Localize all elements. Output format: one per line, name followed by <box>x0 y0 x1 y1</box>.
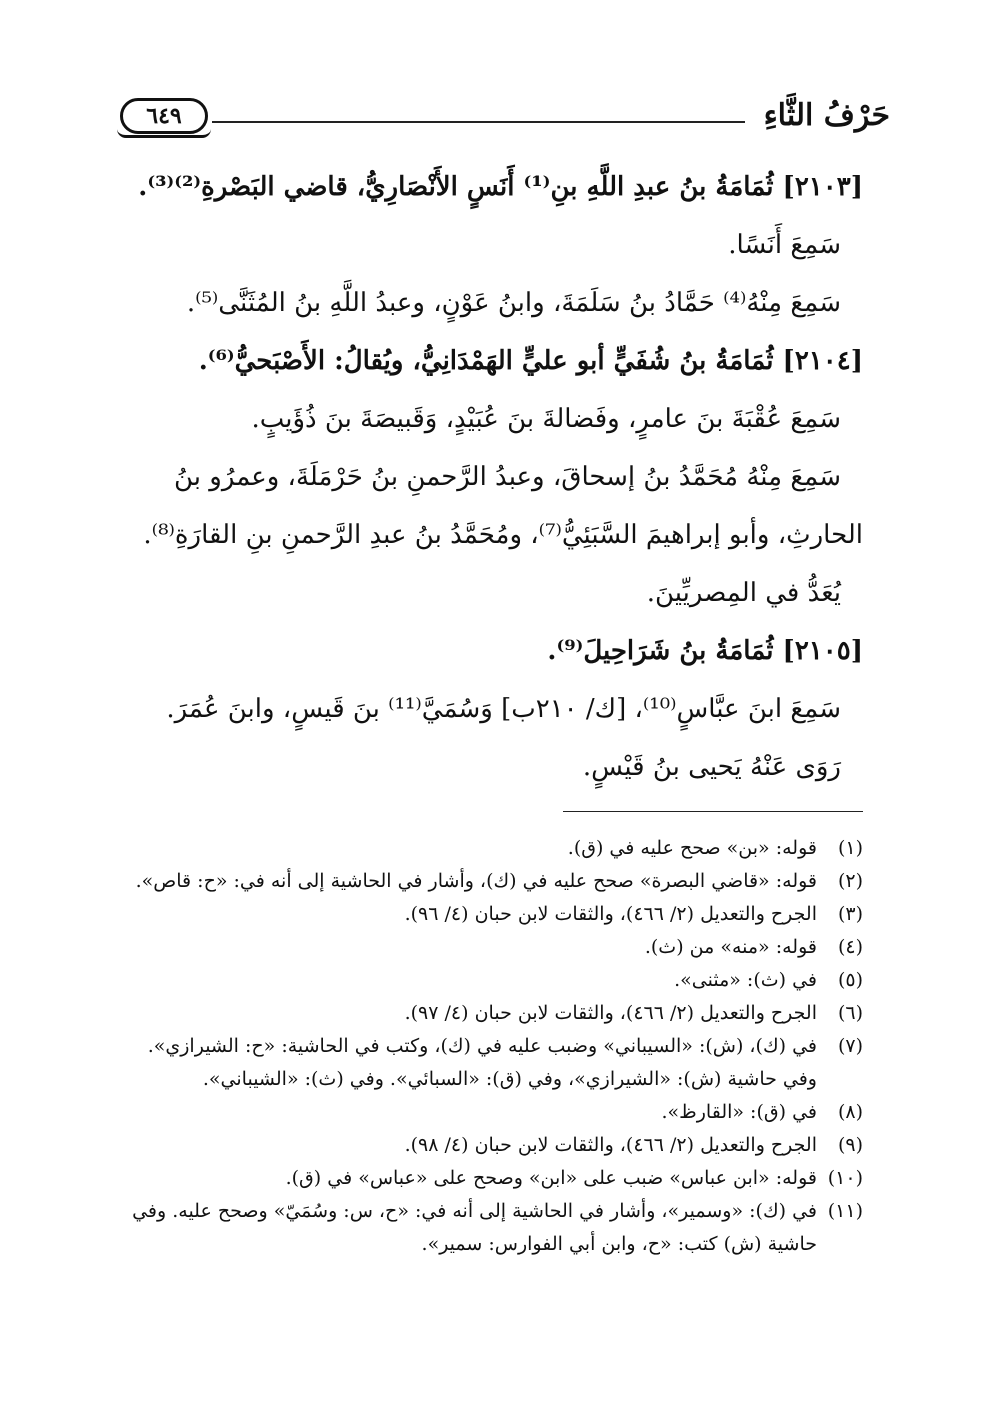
footnote-number: (٣) <box>837 903 863 925</box>
header-rule <box>212 121 745 123</box>
footnote-number: (١) <box>837 837 863 859</box>
footnote-text: في (ك): «وسمير»، وأشار في الحاشية إلى أنه في: «ح، س: وسُمَيّ» وصحح عليه. وفي حاشية (ش) كتب: «ح، وابن أبي الفوارس: سمير». <box>132 1200 817 1255</box>
entry-line: سَمِعَ مِنْهُ مُحَمَّدُ بنُ إسحاقَ، وعبدُ الرَّحمنِ بنُ حَرْمَلَةَ، وعمرُو بنُ <box>174 462 841 492</box>
entry-line: الحارثِ، وأبو إبراهيمَ السَّبَئِيُّ⁽⁷⁾، ومُحَمَّدُ بنُ عبدِ الرَّحمنِ بنِ القارَةِ⁽⁸⁾. <box>143 520 863 550</box>
footnote-text: في (ق): «القارظ». <box>661 1101 817 1123</box>
footnote <box>113 931 863 964</box>
running-header <box>120 92 890 144</box>
entry-line: يُعَدُّ في المِصريِّينَ. <box>646 578 841 608</box>
footnote <box>113 997 863 1030</box>
footnote-text: الجرح والتعديل (٢/ ٤٦٦)، والثقات لابن حبان (٤/ ٩٨). <box>404 1134 817 1156</box>
footnote-number: (١٠) <box>827 1167 863 1189</box>
main-text <box>113 158 863 796</box>
entry-2104 <box>113 332 863 622</box>
entry-2105 <box>113 622 863 796</box>
entry-line: سَمِعَ ابنَ عبَّاسٍ⁽¹⁰⁾، [ك/ ٢١٠ب] وَسُمَيَّ⁽¹¹⁾ بنَ قَيسٍ، وابنَ عُمَرَ. <box>166 694 841 724</box>
entry-line: سَمِعَ أَنَسًا. <box>728 230 841 260</box>
footnote-text: قوله: «بن» صحح عليه في (ق). <box>567 837 817 859</box>
footnote-text: قوله: «قاضي البصرة» صحح عليه في (ك)، وأشار في الحاشية إلى أنه في: «ح: قاص». <box>135 870 817 892</box>
entry-line: رَوَى عَنْهُ يَحيى بنُ قَيْسٍ. <box>582 752 841 782</box>
chapter-title: حَرْفُ الثَّاءِ <box>763 98 890 133</box>
footnote-text: في (ك)، (ش): «السيباني» وضبب عليه في (ك)، وكتب في الحاشية: «ح: الشيرازي». وفي حاشية (ش): «الشيرازي»، وفي (ق): «السبائي». وفي (ث): «الشيباني». <box>147 1035 817 1090</box>
footnote <box>113 1030 863 1096</box>
footnote-number: (٢) <box>837 870 863 892</box>
footnote <box>113 1129 863 1162</box>
entry-line: سَمِعَ مِنْهُ⁽⁴⁾ حَمَّادُ بنُ سَلَمَةَ، وابنُ عَوْنٍ، وعبدُ اللَّهِ بنُ المُثَنَّى⁽⁵⁾. <box>186 288 841 318</box>
entry-line: سَمِعَ عُقْبَةَ بنَ عامرٍ، وفَضالةَ بنَ عُبَيْدٍ، وَقَبيصَةَ بنَ ذُؤَيبٍ. <box>251 404 841 434</box>
footnotes <box>113 832 863 1261</box>
footnote-number: (٦) <box>837 1002 863 1024</box>
page-number: ٦٤٩ <box>120 98 208 134</box>
footnote-number: (٨) <box>837 1101 863 1123</box>
entry-heading: [٢١٠٤] ثُمَامَةُ بنُ شُفَيٍّ أبو عليٍّ الهَمْدَانِيُّ، ويُقالُ: الأَصْبَحيُّ⁽⁶⁾. <box>198 346 863 376</box>
footnote-text: في (ث): «مثنى». <box>674 969 817 991</box>
footnote-number: (٩) <box>837 1134 863 1156</box>
footnote <box>113 1096 863 1129</box>
footnote-number: (٥) <box>837 969 863 991</box>
footnote <box>113 898 863 931</box>
entry-heading: [٢١٠٥] ثُمَامَةُ بنُ شَرَاحِيلَ⁽⁹⁾. <box>547 636 863 666</box>
footnote <box>113 1195 863 1261</box>
footnote-text: الجرح والتعديل (٢/ ٤٦٦)، والثقات لابن حبان (٤/ ٩٦). <box>404 903 817 925</box>
footnote <box>113 832 863 865</box>
footnote-number: (٤) <box>837 936 863 958</box>
footnote-text: قوله: «منه» من (ث). <box>644 936 817 958</box>
footnote-number: (٧) <box>837 1035 863 1057</box>
entry-heading: [٢١٠٣] ثُمَامَةُ بنُ عبدِ اللَّهِ بنِ⁽¹⁾ أَنَسٍ الأَنْصَارِيُّ، قاضي البَصْرةِ⁽²⁾⁽³⁾. <box>138 172 863 202</box>
entry-2103 <box>113 158 863 332</box>
footnote-number: (١١) <box>827 1200 863 1222</box>
footnote <box>113 1162 863 1195</box>
footnote <box>113 865 863 898</box>
footnote <box>113 964 863 997</box>
footnote-text: الجرح والتعديل (٢/ ٤٦٦)، والثقات لابن حبان (٤/ ٩٧). <box>404 1002 817 1024</box>
footnote-separator <box>563 811 863 812</box>
footnote-text: قوله: «ابن عباس» ضبب على «ابن» وصحح على «عباس» في (ق). <box>285 1167 817 1189</box>
